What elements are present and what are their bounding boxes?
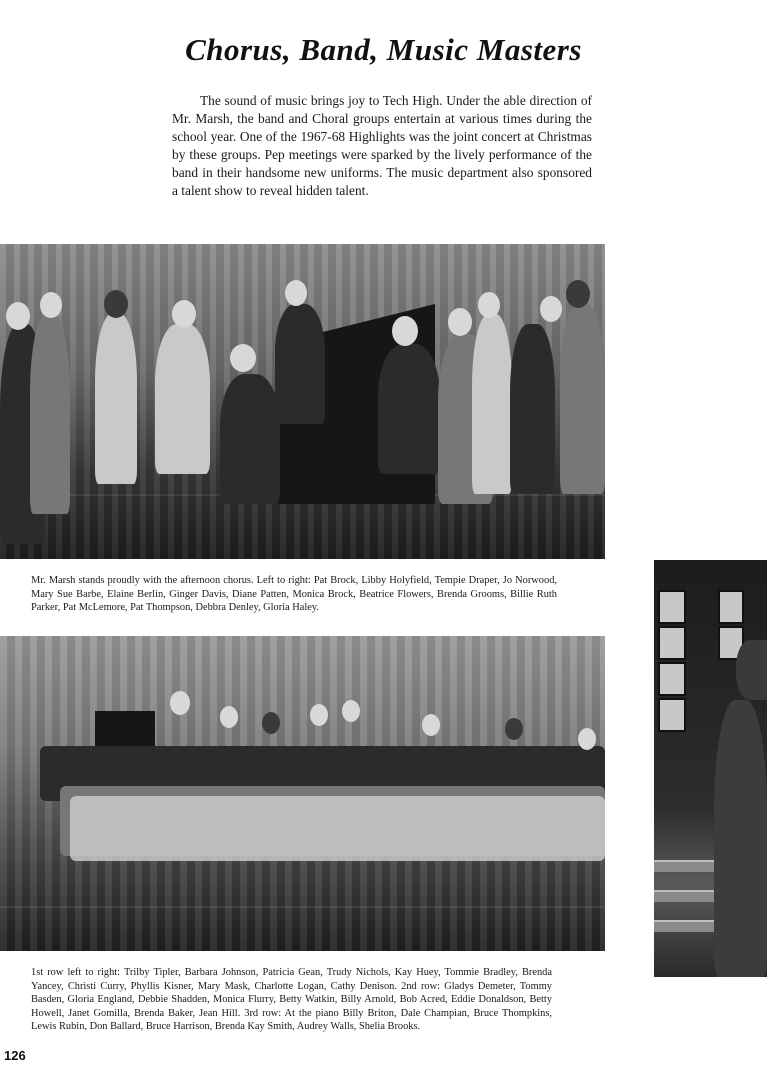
person-head <box>448 308 472 336</box>
person-head <box>422 714 440 736</box>
robed-figure-photo <box>654 560 767 977</box>
person-head <box>310 704 328 726</box>
person-silhouette <box>378 344 440 474</box>
window-pane <box>658 662 686 696</box>
page-title: Chorus, Band, Music Masters <box>185 32 582 67</box>
person-silhouette <box>95 314 137 484</box>
person-head <box>170 691 190 715</box>
intro-paragraph: The sound of music brings joy to Tech High. Under the able direction of Mr. Marsh, the band and Choral groups entertain at various times during the school year. One of the 1967-68 Highlights was the joint concert at Christmas by these groups. Pep meetings were sparked by the lively performance of the band in their handsome new uniforms. The music department also sponsored a talent show to reveal hidden talent. <box>172 93 592 198</box>
person-head <box>104 290 128 318</box>
person-head <box>40 292 62 318</box>
choral-group-photo <box>0 636 605 951</box>
person-silhouette <box>30 314 70 514</box>
robed-person <box>714 700 767 977</box>
person-hair <box>736 640 767 700</box>
person-silhouette <box>560 304 605 494</box>
person-head <box>566 280 590 308</box>
person-head <box>540 296 562 322</box>
person-head <box>220 706 238 728</box>
person-head <box>505 718 523 740</box>
person-head <box>6 302 30 330</box>
front-row-group <box>70 796 605 861</box>
stair-step <box>654 860 714 872</box>
person-silhouette <box>275 304 325 424</box>
person-silhouette <box>155 324 210 474</box>
person-silhouette <box>510 324 555 494</box>
person-head <box>392 316 418 346</box>
person-head <box>262 712 280 734</box>
person-head <box>578 728 596 750</box>
window-pane <box>658 626 686 660</box>
page-number: 126 <box>4 1048 26 1063</box>
chorus-photo <box>0 244 605 559</box>
stage-floor-line <box>0 906 605 908</box>
person-silhouette <box>220 374 280 504</box>
person-head <box>342 700 360 722</box>
person-silhouette <box>472 314 512 494</box>
person-head <box>478 292 500 318</box>
person-head <box>285 280 307 306</box>
person-head <box>230 344 256 372</box>
stair-step <box>654 890 714 902</box>
person-head <box>172 300 196 328</box>
stair-step <box>654 920 714 932</box>
window-pane <box>718 590 744 624</box>
window-pane <box>658 698 686 732</box>
chorus-photo-caption: Mr. Marsh stands proudly with the afternoon chorus. Left to right: Pat Brock, Libby Holyfield, Tempie Draper, Jo Norwood, Mary Sue Barbe, Elaine Berlin, Ginger Davis, Diane Patten, Monica Brock, Beatrice Flowers, Brenda Grooms, Billie Ruth Parker, Pat McLemore, Pat Thompson, Debbra Denley, Gloria Haley. <box>31 575 557 614</box>
choral-group-caption: 1st row left to right: Trilby Tipler, Barbara Johnson, Patricia Gean, Trudy Nichols, Kay Huey, Tommie Bradley, Brenda Yancey, Christi Curry, Phyllis Kisner, Mary Mask, Charlotte Logan, Cathy Denison. 2nd row: Gladys Demeter, Tommy Basden, Gloria England, Debbie Shadden, Monica Flurry, Betty Watkin, Billy Arnold, Bob Acred, Eddie Donaldson, Betty Howell, Janet Gomilla, Brenda Baker, Jean Hill. 3rd row: At the piano Billy Briton, Dale Champian, Bruce Thompkins, Lewis Rubin, Don Ballard, Bruce Harrison, Brenda Kay Smith, Audrey Walls, Shelia Brooks. <box>31 967 552 1033</box>
window-pane <box>658 590 686 624</box>
